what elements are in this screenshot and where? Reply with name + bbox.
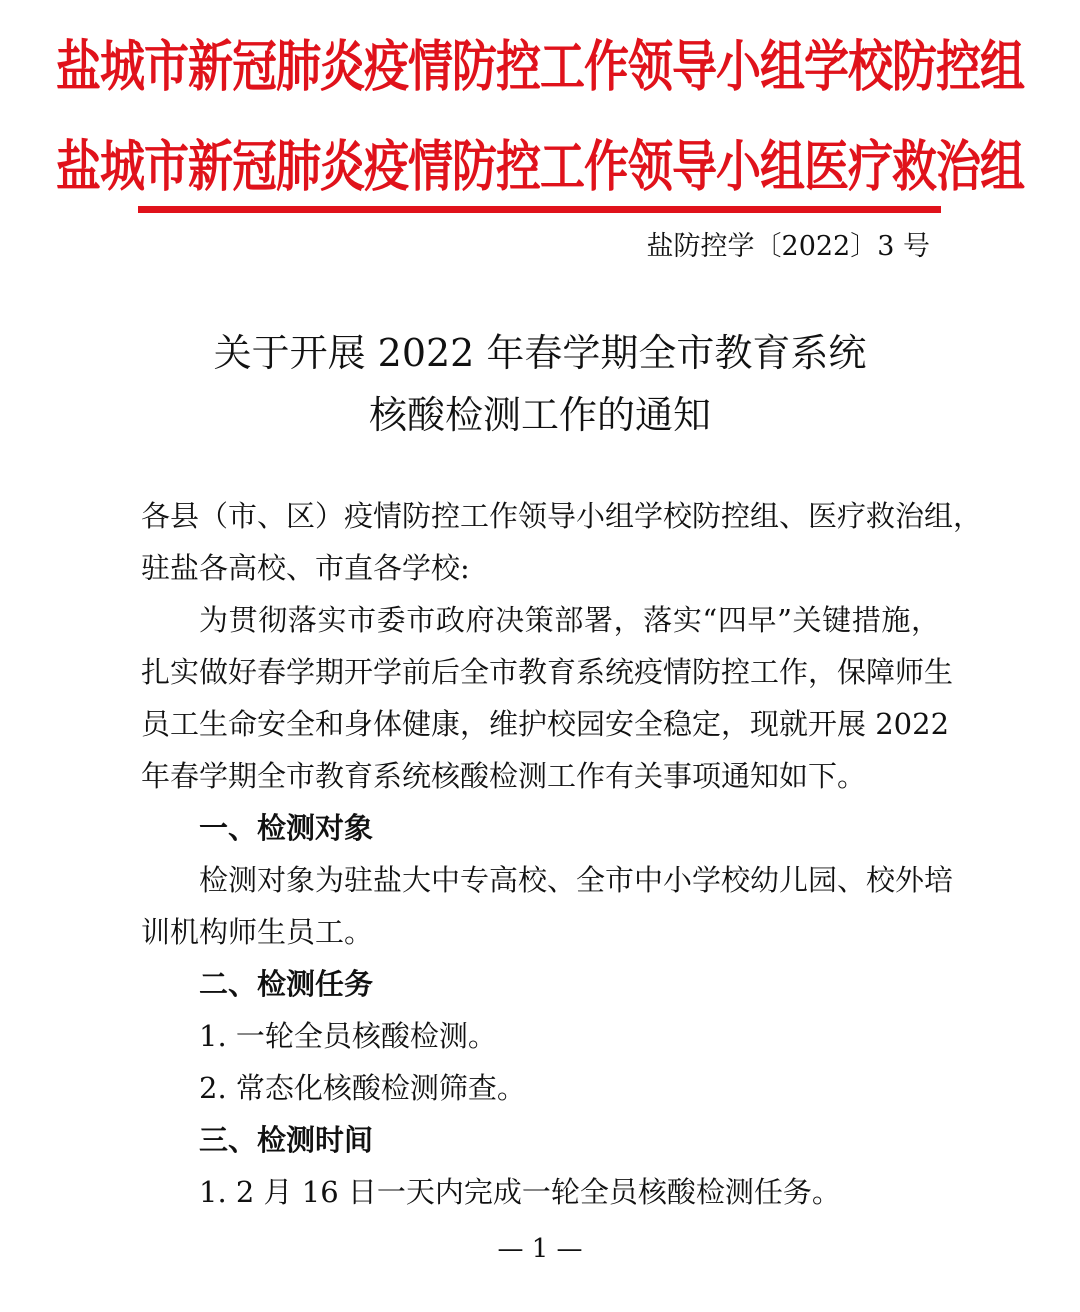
addressee-line-1: 各县（市、区）疫情防控工作领导小组学校防控组、医疗救治组，	[141, 499, 983, 533]
section-2-item-2: 2. 常态化核酸检测筛查。	[199, 1071, 526, 1105]
section-2-heading: 二、检测任务	[199, 967, 374, 1001]
section-3-heading: 三、检测时间	[199, 1123, 374, 1157]
section-1-line-2: 训机构师生员工。	[141, 915, 374, 949]
intro-line-4: 年春学期全市教育系统核酸检测工作有关事项通知如下。	[141, 759, 867, 793]
issuer-header-line-1: 盐城市新冠肺炎疫情防控工作领导小组学校防控组	[56, 33, 1025, 99]
intro-line-2: 扎实做好春学期开学前后全市教育系统疫情防控工作，保障师生	[141, 655, 954, 689]
section-3-item-1: 1. 2 月 16 日一天内完成一轮全员核酸检测任务。	[199, 1175, 841, 1209]
page-number: — 1 —	[497, 1234, 583, 1264]
intro-line-1: 为贯彻落实市委市政府决策部署，落实“四早”关键措施，	[199, 603, 940, 637]
notice-title-line-1: 关于开展 2022 年春学期全市教育系统	[213, 331, 867, 375]
addressee-line-2: 驻盐各高校、市直各学校:	[141, 551, 470, 585]
notice-title-line-2: 核酸检测工作的通知	[368, 393, 711, 437]
section-2-item-1: 1. 一轮全员核酸检测。	[199, 1019, 497, 1053]
section-1-heading: 一、检测对象	[199, 811, 374, 845]
issuer-header-line-2: 盐城市新冠肺炎疫情防控工作领导小组医疗救治组	[56, 133, 1025, 199]
intro-line-3: 员工生命安全和身体健康，维护校园安全稳定，现就开展 2022	[141, 707, 950, 741]
section-1-line-1: 检测对象为驻盐大中专高校、全市中小学校幼儿园、校外培	[199, 863, 954, 897]
notice-body	[56, 0, 1025, 1312]
document-number: 盐防控学〔2022〕3 号	[646, 231, 930, 262]
